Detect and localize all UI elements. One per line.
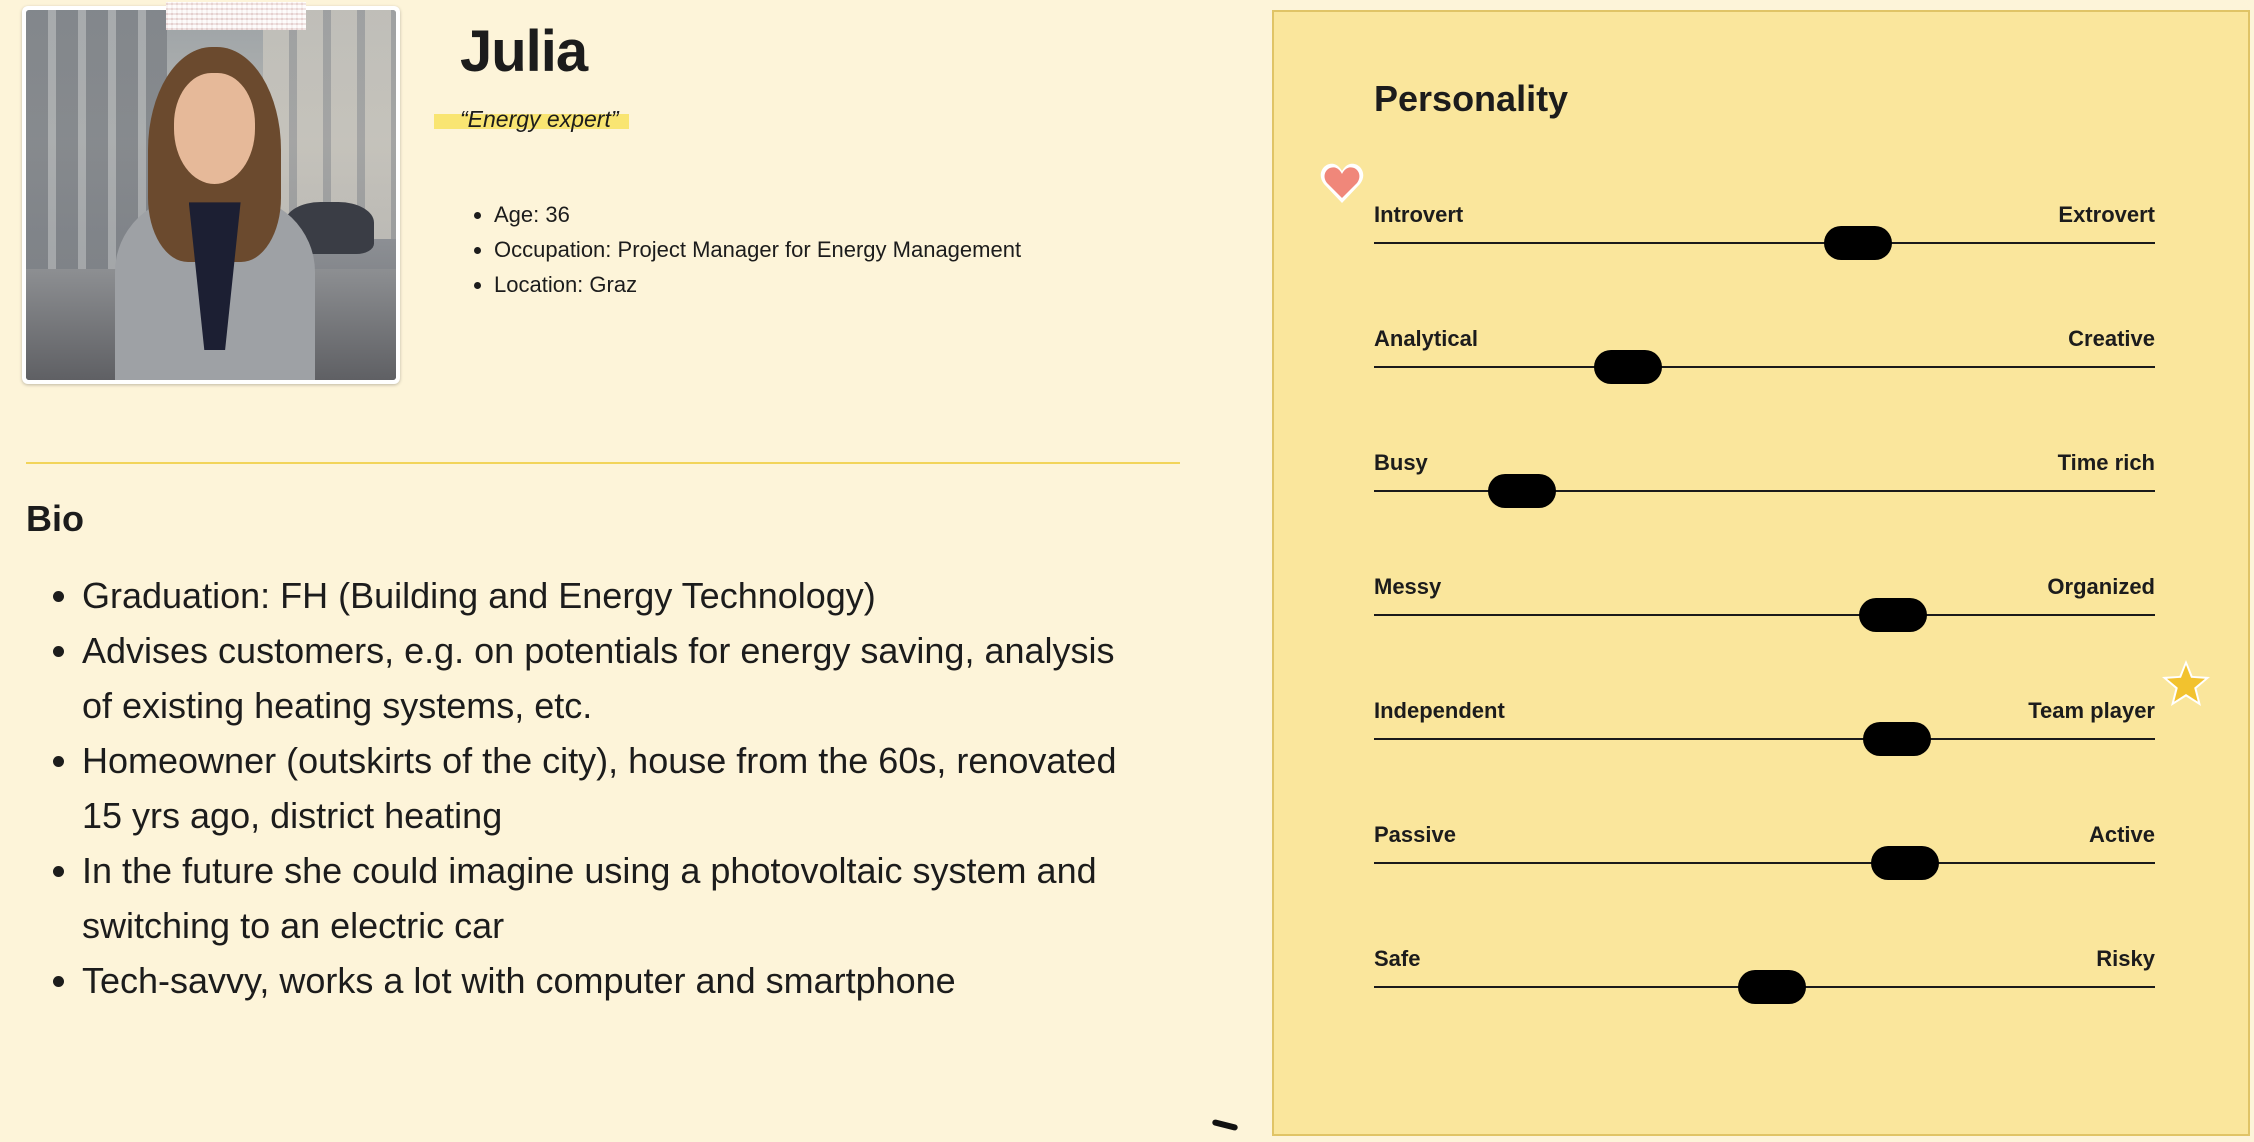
slider-knob[interactable]	[1824, 226, 1892, 260]
slider-track	[1374, 366, 2155, 368]
trait-label-left: Messy	[1374, 574, 1442, 599]
fact-age: • Age: 36	[494, 197, 1021, 232]
bio-item: • Graduation: FH (Building and Energy Technology)	[82, 568, 1142, 623]
profile-photo	[26, 10, 396, 380]
fact-location: • Location: Graz	[494, 267, 1021, 302]
bio-heading[interactable]: Bio	[26, 498, 84, 539]
trait-label-left: Introvert	[1374, 202, 1464, 227]
trait-label-right: Team player	[2028, 698, 2155, 723]
section-divider	[26, 462, 1180, 464]
trait-slider-analytical-creative	[1374, 326, 2155, 386]
washi-tape	[166, 2, 306, 30]
personality-heading: Personality	[1374, 78, 1569, 119]
persona-tagline[interactable]: “Energy expert”	[434, 106, 629, 133]
trait-label-right: Extrovert	[2058, 202, 2155, 227]
trait-slider-busy-timerich	[1374, 450, 2155, 510]
trait-label-left: Busy	[1374, 450, 1428, 475]
trait-slider-safe-risky	[1374, 946, 2155, 1006]
persona-name[interactable]: Julia	[460, 19, 588, 84]
bio-item: • In the future she could imagine using a photovoltaic system and switching to an electric car	[82, 843, 1142, 953]
trait-slider-introvert-extrovert	[1374, 202, 2155, 262]
trait-slider-independent-teamplayer	[1374, 698, 2155, 758]
slider-knob[interactable]	[1594, 350, 1662, 384]
trait-slider-passive-active	[1374, 822, 2155, 882]
star-icon[interactable]	[2160, 658, 2212, 710]
bio-item: • Advises customers, e.g. on potentials for energy saving, analysis of existing heating systems, etc.	[82, 623, 1142, 733]
trait-label-right: Active	[2088, 822, 2155, 847]
trait-label-right: Creative	[2068, 326, 2155, 351]
slider-track	[1374, 738, 2155, 740]
fact-occupation: • Occupation: Project Manager for Energy Management	[494, 232, 1021, 267]
bio-list[interactable]	[82, 568, 1142, 1008]
trait-label-left: Passive	[1374, 822, 1456, 847]
slider-knob[interactable]	[1738, 970, 1806, 1004]
trait-label-left: Independent	[1374, 698, 1505, 723]
slider-knob[interactable]	[1863, 722, 1931, 756]
slider-track	[1374, 862, 2155, 864]
trait-label-left: Analytical	[1374, 326, 1478, 351]
stray-pen-mark[interactable]	[1212, 1119, 1239, 1131]
trait-label-right: Risky	[2096, 946, 2155, 971]
slider-track	[1374, 242, 2155, 244]
bio-item: • Homeowner (outskirts of the city), house from the 60s, renovated 15 yrs ago, district heating	[82, 733, 1142, 843]
bio-item: • Tech-savvy, works a lot with computer and smartphone	[82, 953, 1142, 1008]
personality-panel[interactable]	[1272, 10, 2250, 1136]
profile-photo-card[interactable]	[22, 6, 400, 384]
slider-knob[interactable]	[1871, 846, 1939, 880]
slider-knob[interactable]	[1488, 474, 1556, 508]
persona-facts[interactable]	[494, 197, 1021, 302]
trait-label-left: Safe	[1374, 946, 1421, 971]
trait-label-right: Time rich	[2057, 450, 2155, 475]
trait-slider-messy-organized	[1374, 574, 2155, 634]
trait-label-right: Organized	[2047, 574, 2155, 599]
heart-icon[interactable]	[1318, 160, 1366, 208]
slider-track	[1374, 614, 2155, 616]
slider-knob[interactable]	[1859, 598, 1927, 632]
